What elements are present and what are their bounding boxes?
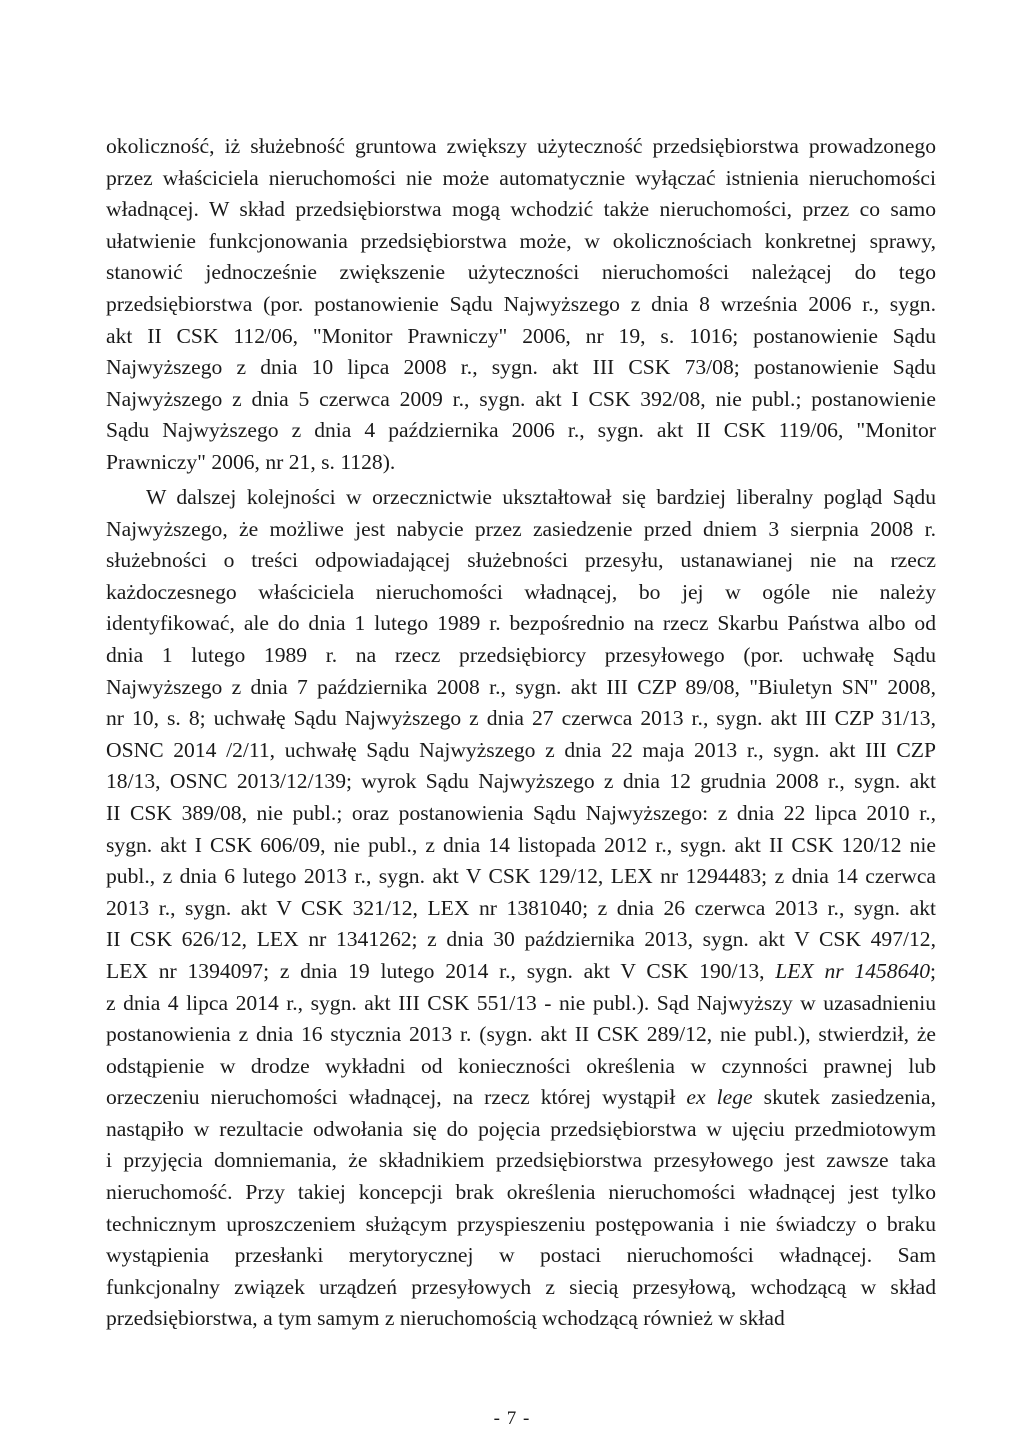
page-number: - 7 - (493, 1408, 531, 1429)
text-line: W dalszej kolejności w orzecznictwie ukształtował się bardziej liberalny pogląd Sądu (146, 485, 936, 509)
italic-text: ex lege (686, 1085, 753, 1110)
text-line: akt II CSK 112/06, "Monitor Prawniczy" 2006, nr 19, s. 1016; postanowienie Sądu (106, 323, 936, 348)
text-line: 18/13, OSNC 2013/12/139; wyrok Sądu Najwyższego z dnia 12 grudnia 2008 r., sygn. akt (106, 769, 936, 794)
text-line: publ., z dnia 6 lutego 2013 r., sygn. akt V CSK 129/12, LEX nr 1294483; z dnia 14 czerwca (106, 864, 936, 889)
paragraph-1 (106, 131, 936, 479)
text-line: OSNC 2014 /2/11, uchwałę Sądu Najwyższego z dnia 22 maja 2013 r., sygn. akt III CZP (106, 737, 936, 762)
text-line: funkcjonalny związek urządzeń przesyłowych z siecią przesyłową, wchodzącą w skład (106, 1274, 936, 1299)
text-line: każdoczesnego właściciela nieruchomości władnącej, bo jej w ogóle nie należy (106, 579, 936, 604)
text-line: II CSK 626/12, LEX nr 1341262; z dnia 30 października 2013, sygn. akt V CSK 497/12, (106, 927, 936, 952)
text-line: nastąpiło w rezultacie odwołania się do pojęcia przedsiębiorstwa w ujęciu przedmiotowym (106, 1116, 936, 1141)
text-line: ułatwienie funkcjonowania przedsiębiorstwa może, w okolicznościach konkretnej sprawy, (106, 228, 936, 253)
text-line: sygn. akt I CSK 606/09, nie publ., z dnia 14 listopada 2012 r., sygn. akt II CSK 120/12 nie (106, 832, 936, 857)
text-line: orzeczeniu nieruchomości władnącej, na rzecz której wystąpił ex lege skutek zasiedzenia, (106, 1085, 937, 1110)
text-line: stanowić jednocześnie zwiększenie użyteczności nieruchomości należącej do tego (106, 260, 936, 285)
text-line: z dnia 4 lipca 2014 r., sygn. akt III CSK 551/13 - nie publ.). Sąd Najwyższy w uzasadnieniu (106, 990, 936, 1015)
text-line: dnia 1 lutego 1989 r. na rzecz przedsiębiorcy przesyłowego (por. uchwałę Sądu (106, 642, 936, 667)
text-line: wystąpienia przesłanki merytorycznej w postaci nieruchomości władnącej. Sam (106, 1243, 936, 1268)
text-line: Najwyższego z dnia 10 lipca 2008 r., sygn. akt III CSK 73/08; postanowienie Sądu (106, 355, 936, 380)
italic-text: LEX nr 1458640 (775, 958, 930, 983)
text-line: nieruchomość. Przy takiej koncepcji brak określenia nieruchomości władnącej jest tylko (106, 1180, 936, 1205)
text-line: postanowienia z dnia 16 stycznia 2013 r. (sygn. akt II CSK 289/12, nie publ.), stwierdził, że (106, 1022, 936, 1047)
text-line: technicznym uproszczeniem służącym przyspieszeniu postępowania i nie świadczy o braku (106, 1211, 936, 1236)
text-line: identyfikować, ale do dnia 1 lutego 1989 r. bezpośrednio na rzecz Skarbu Państwa albo od (106, 611, 936, 636)
text-line: służebności o treści odpowiadającej służebności przesyłu, ustanawianej nie na rzecz (106, 548, 936, 573)
text-line: 2013 r., sygn. akt V CSK 321/12, LEX nr 1381040; z dnia 26 czerwca 2013 r., sygn. akt (106, 895, 936, 920)
text-line: okoliczność, iż służebność gruntowa zwiększy użyteczność przedsiębiorstwa prowadzonego (106, 134, 936, 158)
text-line: Sądu Najwyższego z dnia 4 października 2006 r., sygn. akt II CSK 119/06, "Monitor (106, 418, 936, 443)
text-line: przez właściciela nieruchomości nie może automatycznie wyłączać istnienia nieruchomości (106, 165, 936, 190)
text-line: Najwyższego, że możliwe jest nabycie przez zasiedzenie przed dniem 3 sierpnia 2008 r. (106, 516, 936, 541)
text-line: Najwyższego z dnia 7 października 2008 r., sygn. akt III CZP 89/08, "Biuletyn SN" 2008, (106, 674, 936, 699)
paragraph-2 (106, 482, 936, 1335)
text-line: Prawniczy" 2006, nr 21, s. 1128). (106, 449, 396, 474)
text-line: władnącej. W skład przedsiębiorstwa mogą wchodzić także nieruchomości, przez co samo (106, 197, 936, 222)
text-line: II CSK 389/08, nie publ.; oraz postanowienia Sądu Najwyższego: z dnia 22 lipca 2010 r., (106, 800, 936, 825)
text-line: Najwyższego z dnia 5 czerwca 2009 r., sygn. akt I CSK 392/08, nie publ.; postanowienie (106, 386, 936, 411)
text-line: LEX nr 1394097; z dnia 19 lutego 2014 r., sygn. akt V CSK 190/13, LEX nr 1458640; (106, 958, 936, 983)
text-line: odstąpienie w drodze wykładni od konieczności określenia w czynności prawnej lub (106, 1053, 936, 1078)
text-line: przedsiębiorstwa (por. postanowienie Sądu Najwyższego z dnia 8 września 2006 r., sygn. (106, 291, 936, 316)
text-line: przedsiębiorstwa, a tym samym z nieruchomością wchodzącą również w skład (106, 1306, 785, 1331)
text-line: nr 10, s. 8; uchwałę Sądu Najwyższego z dnia 27 czerwca 2013 r., sygn. akt III CZP 31/13, (106, 706, 936, 731)
text-line: i przyjęcia domniemania, że składnikiem przedsiębiorstwa przesyłowego jest zawsze taka (106, 1148, 936, 1173)
